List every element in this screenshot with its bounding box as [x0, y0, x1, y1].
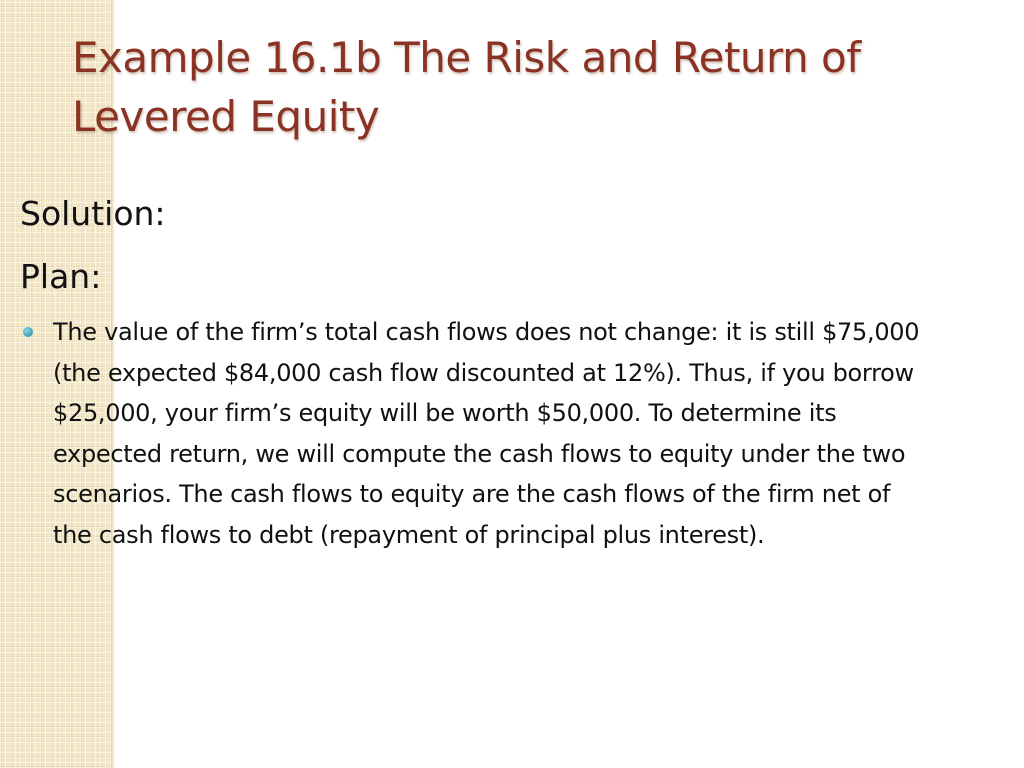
solution-label: Solution:	[20, 194, 166, 233]
bullet-text: The value of the firm’s total cash flows does not change: it is still $75,000 (the expected $84,000 cash flow discounted at 12%). Thus, if you borrow $25,000, your firm’s equity will be worth $50,000. To determine its expected return, we will compute the cash flows to equity under the two scenarios. The cash flows to equity are the cash flows of the firm net of the cash flows to debt (repayment of principal plus interest).	[53, 318, 920, 549]
slide-title: Example 16.1b The Risk and Return of Levered Equity	[72, 33, 861, 141]
bullet-list	[20, 312, 920, 555]
plan-label: Plan:	[20, 257, 102, 296]
bullet-dot-icon	[23, 327, 33, 337]
bullet-item	[20, 312, 920, 555]
